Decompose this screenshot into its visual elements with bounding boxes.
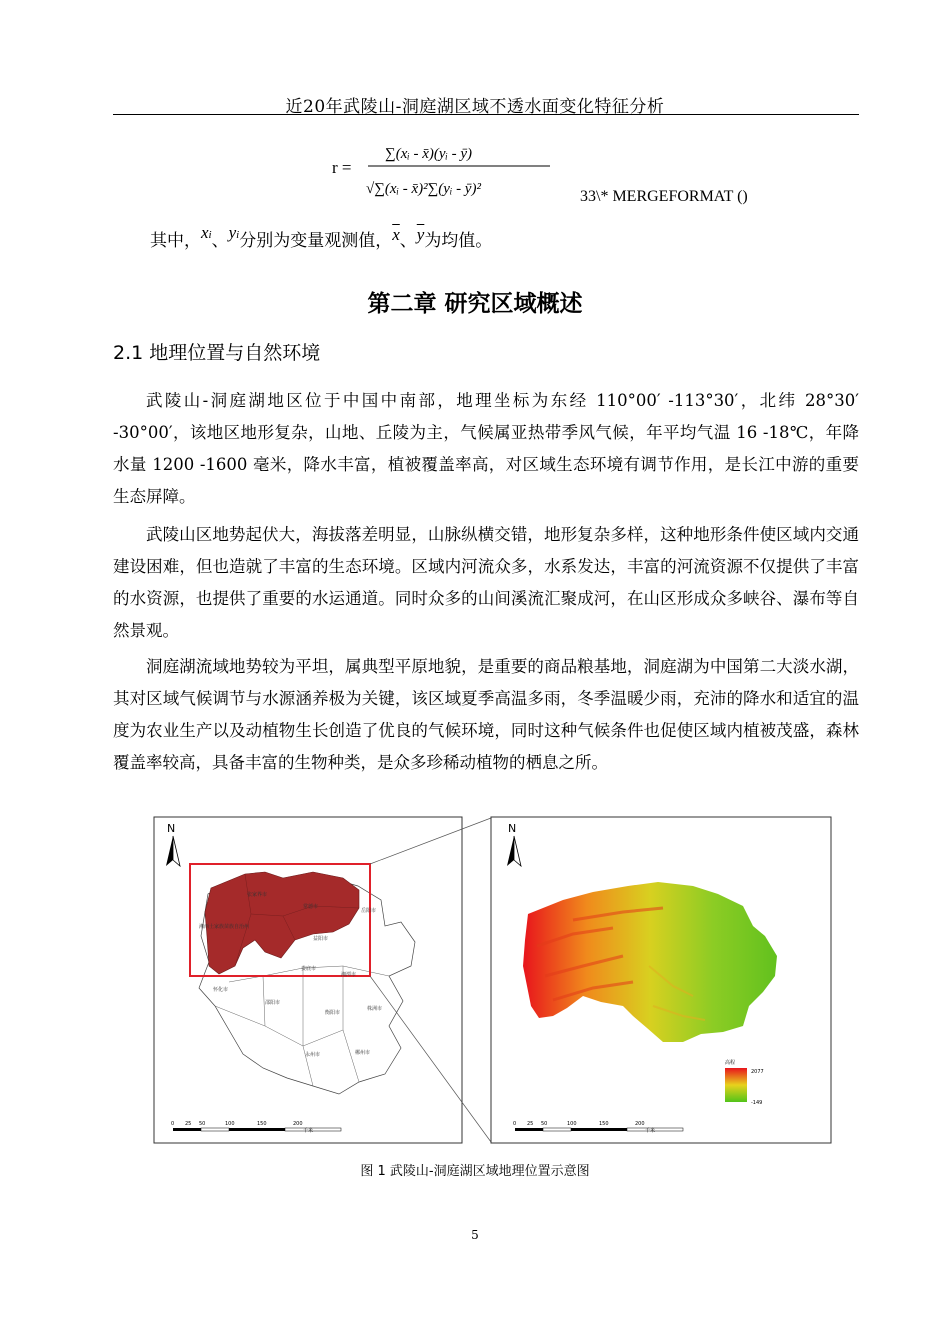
svg-text:200: 200: [635, 1121, 645, 1127]
where-mid: 分别为变量观测值，: [239, 231, 393, 251]
svg-text:25: 25: [527, 1121, 534, 1127]
chapter-title: 第二章 研究区域概述: [367, 291, 583, 317]
var-y: y: [228, 223, 237, 242]
formula-numerator: ∑(xᵢ - x̄)(yᵢ - ȳ): [385, 146, 473, 162]
paragraph-3: 洞庭湖流域地势较为平坦，属典型平原地貌，是重要的商品粮基地，洞庭湖为中国第二大淡水湖，其对区域气候调节与水源涵养极为关键，该区域夏季高温多雨，冬季温暖少雨，充沛的降水和适宜的温度为农业生产以及动植物生长创造了优良的气候环境，同时这种气候条件也促使区域内植被茂盛，森林覆盖率较高，具备丰富的生物种类，是众多珍稀动植物的栖息之所。: [113, 657, 859, 772]
svg-text:千米: 千米: [303, 1128, 314, 1134]
running-header: 近20年武陵山-洞庭湖区域不透水面变化特征分析: [285, 97, 665, 117]
svg-text:200: 200: [293, 1121, 303, 1127]
legend-min: -149: [751, 1100, 763, 1106]
var-x: x: [201, 223, 209, 242]
svg-text:100: 100: [567, 1121, 577, 1127]
svg-text:0: 0: [513, 1121, 517, 1127]
svg-text:0: 0: [171, 1121, 175, 1127]
svg-text:岳阳市: 岳阳市: [361, 908, 377, 914]
sep2: 、: [399, 231, 417, 251]
north-label-left: N: [167, 822, 176, 835]
sep1: 、: [211, 231, 229, 251]
svg-text:衡阳市: 衡阳市: [325, 1010, 341, 1016]
svg-text:湘潭市: 湘潭市: [341, 972, 357, 978]
svg-text:娄底市: 娄底市: [301, 966, 317, 972]
svg-text:150: 150: [599, 1121, 609, 1127]
mean-x: $\overline{x}$: [392, 225, 400, 244]
paragraph-1: 武陵山-洞庭湖地区位于中国中南部，地理坐标为东经 110°00′ -113°30′，北纬 28°30′ -30°00′，该地区地形复杂，山地、丘陵为主，气候属亚热带季风气候，年平均气温 16 -18℃，年降水量 1200 -1600 毫米，降水丰富，植被覆盖率高，对区域生态环境有调节作用，是长江中游的重要生态屏障。: [113, 391, 859, 506]
location-figure: [153, 816, 833, 1146]
formula-lhs: r =: [332, 158, 352, 177]
legend-title: 高程: [725, 1060, 736, 1066]
formula-denominator: √∑(xᵢ - x̄)²∑(yᵢ - ȳ)²: [366, 181, 481, 197]
paragraph-2: 武陵山区地势起伏大，海拔落差明显，山脉纵横交错，地形复杂多样，这种地形条件使区域内交通建设困难，但也造就了丰富的生态环境。区域内河流众多，水系发达，丰富的河流资源不仅提供了丰富的水资源，也提供了重要的水运通道。同时众多的山间溪流汇聚成河，在山区形成众多峡谷、瀑布等自然景观。: [113, 525, 859, 640]
svg-text:郴州市: 郴州市: [355, 1050, 371, 1056]
svg-text:千米: 千米: [645, 1128, 656, 1134]
page-number: 5: [471, 1228, 479, 1242]
svg-text:邵阳市: 邵阳市: [265, 1000, 281, 1006]
var-y-sub: i: [236, 229, 240, 241]
svg-text:常德市: 常德市: [303, 904, 319, 910]
svg-text:益阳市: 益阳市: [313, 936, 329, 942]
svg-text:50: 50: [199, 1121, 206, 1127]
correlation-formula: [330, 135, 570, 205]
svg-text:50: 50: [541, 1121, 548, 1127]
svg-text:张家界市: 张家界市: [247, 892, 268, 898]
section-title: 2.1 地理位置与自然环境: [113, 342, 321, 364]
variable-definition: [150, 223, 493, 251]
var-x-sub: i: [208, 229, 212, 241]
svg-text:25: 25: [185, 1121, 192, 1127]
svg-text:100: 100: [225, 1121, 235, 1127]
svg-text:150: 150: [257, 1121, 267, 1127]
north-label-right: N: [508, 822, 517, 835]
legend-max: 2077: [751, 1069, 764, 1075]
header-rule: [113, 114, 859, 115]
where-suffix: 为均值。: [424, 231, 493, 251]
where-prefix: 其中，: [150, 231, 201, 251]
svg-text:永州市: 永州市: [305, 1052, 321, 1058]
mean-y: $\overline{y}$: [416, 225, 425, 244]
svg-text:株洲市: 株洲市: [367, 1006, 383, 1012]
figure-caption: 图 1 武陵山-洞庭湖区域地理位置示意图: [360, 1164, 590, 1179]
svg-text:湘西土家族苗族自治州: 湘西土家族苗族自治州: [199, 924, 250, 930]
formula-number: 33\* MERGEFORMAT (): [580, 188, 748, 205]
svg-text:怀化市: 怀化市: [213, 987, 229, 993]
